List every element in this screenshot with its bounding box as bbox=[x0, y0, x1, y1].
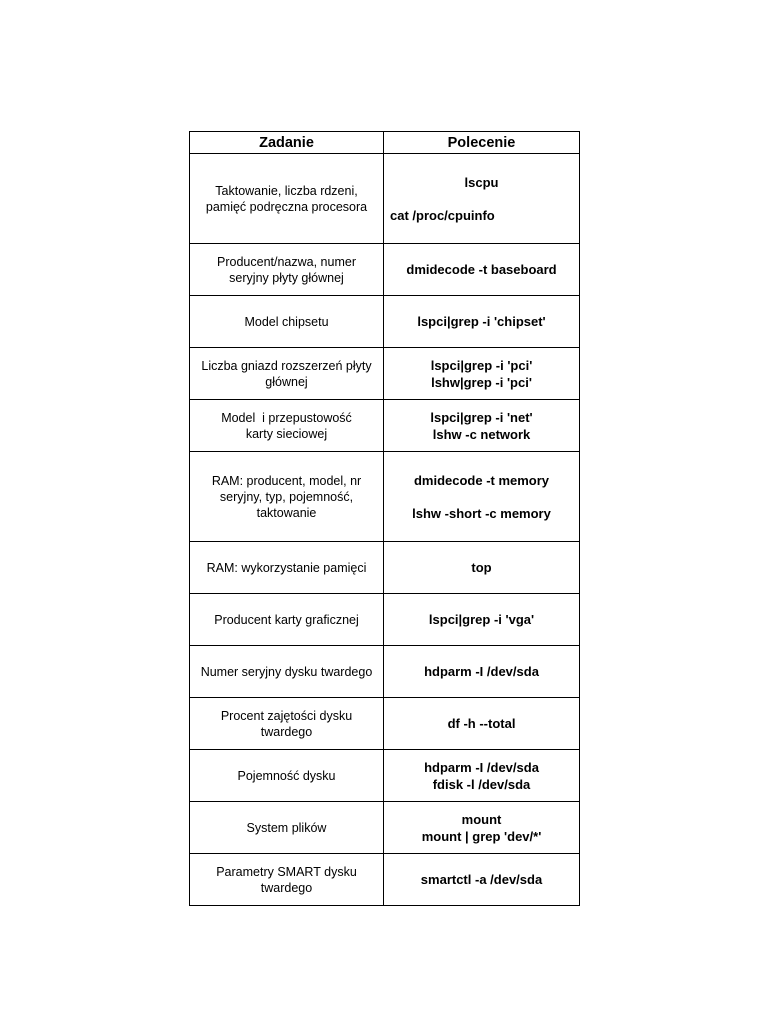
task-cell: Model chipsetu bbox=[190, 296, 384, 348]
command-cell bbox=[384, 698, 580, 750]
command-cell bbox=[384, 542, 580, 594]
command-text: dmidecode -t memory bbox=[413, 472, 550, 488]
table-row bbox=[190, 542, 580, 594]
task-cell: Procent zajętości dysku twardego bbox=[190, 698, 384, 750]
command-text: dmidecode -t baseboard bbox=[406, 262, 557, 277]
command-table bbox=[189, 131, 580, 906]
command-text: hdparm -I /dev/sda bbox=[424, 759, 539, 775]
command-cell bbox=[384, 244, 580, 296]
table-row bbox=[190, 154, 580, 244]
command-text: mount bbox=[461, 811, 502, 827]
table-row bbox=[190, 594, 580, 646]
command-text: smartctl -a /dev/sda bbox=[420, 872, 543, 887]
command-cell bbox=[384, 802, 580, 854]
table-row bbox=[190, 400, 580, 452]
task-cell: Parametry SMART dysku twardego bbox=[190, 854, 384, 906]
command-cell bbox=[384, 594, 580, 646]
task-cell: Model i przepustowość karty sieciowej bbox=[190, 400, 384, 452]
task-cell: Taktowanie, liczba rdzeni, pamięć podręczna procesora bbox=[190, 154, 384, 244]
table-row bbox=[190, 854, 580, 906]
command-text: lspci|grep -i 'net' bbox=[430, 409, 533, 425]
table-row bbox=[190, 296, 580, 348]
command-cell bbox=[384, 452, 580, 542]
task-cell: Numer seryjny dysku twardego bbox=[190, 646, 384, 698]
header-task: Zadanie bbox=[190, 132, 384, 154]
task-cell: System plików bbox=[190, 802, 384, 854]
command-text: df -h --total bbox=[447, 716, 516, 731]
task-cell: Liczba gniazd rozszerzeń płyty głównej bbox=[190, 348, 384, 400]
command-text: cat /proc/cpuinfo bbox=[390, 207, 495, 223]
table-row bbox=[190, 348, 580, 400]
task-cell: Producent/nazwa, numer seryjny płyty głównej bbox=[190, 244, 384, 296]
command-cell bbox=[384, 646, 580, 698]
table-row bbox=[190, 452, 580, 542]
command-text: mount | grep 'dev/*' bbox=[421, 828, 542, 844]
command-cell bbox=[384, 154, 580, 244]
command-cell bbox=[384, 750, 580, 802]
command-text: top bbox=[471, 560, 492, 575]
command-cell bbox=[384, 400, 580, 452]
command-text: lspci|grep -i 'vga' bbox=[428, 612, 535, 627]
command-text: lshw -c network bbox=[432, 426, 531, 442]
command-text: lscpu bbox=[464, 174, 499, 190]
task-cell: Producent karty graficznej bbox=[190, 594, 384, 646]
command-cell bbox=[384, 854, 580, 906]
table-row bbox=[190, 698, 580, 750]
command-text: lspci|grep -i 'chipset' bbox=[417, 314, 546, 329]
table-header-row bbox=[190, 132, 580, 154]
command-text: lshw -short -c memory bbox=[412, 505, 551, 521]
task-cell: RAM: producent, model, nr seryjny, typ, pojemność, taktowanie bbox=[190, 452, 384, 542]
table-row bbox=[190, 244, 580, 296]
table-row bbox=[190, 802, 580, 854]
command-text: hdparm -I /dev/sda bbox=[424, 664, 539, 679]
command-text: fdisk -l /dev/sda bbox=[432, 776, 531, 792]
command-cell bbox=[384, 348, 580, 400]
table-row bbox=[190, 646, 580, 698]
command-cell bbox=[384, 296, 580, 348]
header-command: Polecenie bbox=[384, 132, 580, 154]
command-text: lshw|grep -i 'pci' bbox=[431, 374, 532, 390]
table-row bbox=[190, 750, 580, 802]
task-cell: Pojemność dysku bbox=[190, 750, 384, 802]
task-cell: RAM: wykorzystanie pamięci bbox=[190, 542, 384, 594]
command-text: lspci|grep -i 'pci' bbox=[430, 357, 533, 373]
